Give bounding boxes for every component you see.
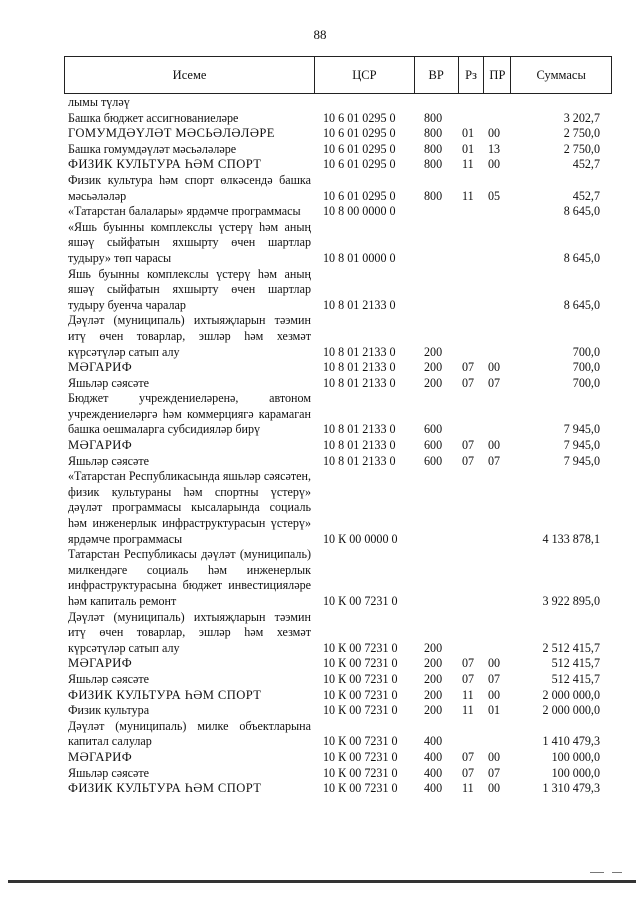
row-name: ФИЗИК КУЛЬТУРА ҺӘМ СПОРТ bbox=[68, 781, 262, 796]
row-rz: 01 bbox=[462, 141, 475, 156]
table-row bbox=[68, 220, 600, 267]
row-name: Дәүләт (муниципаль) ихтыяҗларын тәэмин итү өчен товарлар, эшләр һәм хезмәт күрсәтүләр сатып алу bbox=[68, 609, 311, 655]
row-csr: 10 К 00 7231 0 bbox=[323, 640, 398, 655]
row-csr: 10 8 00 0000 0 bbox=[323, 204, 396, 219]
table-row bbox=[68, 391, 600, 438]
row-pr: 00 bbox=[488, 126, 501, 141]
row-sum: 452,7 bbox=[572, 188, 600, 203]
row-rz: 11 bbox=[462, 703, 474, 718]
row-name: Дәүләт (муниципаль) милке объектларына капитал салулар bbox=[68, 718, 311, 749]
page-number: 88 bbox=[313, 27, 327, 42]
row-name: Физик культура һәм спорт өлкәсендә башка мәсьәләләр bbox=[68, 172, 311, 203]
table-row bbox=[68, 688, 600, 704]
row-rz: 07 bbox=[462, 749, 475, 764]
row-vr: 400 bbox=[424, 765, 443, 780]
scan-speck bbox=[612, 872, 622, 873]
row-rz: 07 bbox=[462, 360, 475, 375]
row-sum: 452,7 bbox=[572, 157, 600, 172]
header-sum: Суммасы bbox=[536, 67, 586, 82]
row-csr: 10 К 00 7231 0 bbox=[323, 734, 398, 749]
row-sum: 100 000,0 bbox=[551, 749, 600, 764]
table-row bbox=[68, 766, 600, 782]
header-vr: ВР bbox=[415, 57, 459, 93]
row-csr: 10 8 01 2133 0 bbox=[323, 360, 396, 375]
table-header bbox=[64, 56, 612, 94]
table-row bbox=[68, 781, 600, 797]
row-vr: 800 bbox=[424, 126, 443, 141]
row-csr: 10 К 00 7231 0 bbox=[323, 687, 398, 702]
row-pr: 00 bbox=[488, 656, 501, 671]
table-row bbox=[68, 719, 600, 750]
table-row bbox=[68, 703, 600, 719]
row-csr: 10 8 01 2133 0 bbox=[323, 375, 396, 390]
row-rz: 07 bbox=[462, 438, 475, 453]
row-csr: 10 6 01 0295 0 bbox=[323, 141, 396, 156]
row-sum: 8 645,0 bbox=[563, 297, 600, 312]
row-vr: 400 bbox=[424, 734, 443, 749]
row-vr: 800 bbox=[424, 157, 443, 172]
row-vr: 400 bbox=[424, 749, 443, 764]
table-body bbox=[68, 95, 600, 797]
row-pr: 01 bbox=[488, 703, 501, 718]
row-sum: 8 645,0 bbox=[563, 250, 600, 265]
header-pr: ПР bbox=[484, 57, 511, 93]
table-row bbox=[68, 438, 600, 454]
row-name: Яшьләр сәясәте bbox=[68, 375, 150, 390]
row-sum: 700,0 bbox=[572, 360, 600, 375]
table-row bbox=[68, 656, 600, 672]
row-rz: 11 bbox=[462, 781, 474, 796]
row-vr: 800 bbox=[424, 188, 443, 203]
row-pr: 07 bbox=[488, 671, 501, 686]
row-sum: 512 415,7 bbox=[551, 671, 600, 686]
row-name: «Яшь буынны комплекслы үстерү һәм аның яшәү сыйфатын яхшырту өчен шартлар тудыру» төп чарасы bbox=[68, 219, 311, 265]
row-vr: 800 bbox=[424, 110, 443, 125]
row-rz: 11 bbox=[462, 157, 474, 172]
table-row bbox=[68, 173, 600, 204]
row-csr: 10 К 00 7231 0 bbox=[323, 656, 398, 671]
row-name: Яшьләр сәясәте bbox=[68, 765, 150, 780]
row-name: Физик культура bbox=[68, 703, 150, 718]
row-csr: 10 8 01 2133 0 bbox=[323, 344, 396, 359]
row-name: МӘГАРИФ bbox=[68, 438, 133, 453]
row-rz: 07 bbox=[462, 453, 475, 468]
row-csr: 10 8 01 0000 0 bbox=[323, 250, 396, 265]
row-sum: 4 133 878,1 bbox=[542, 531, 600, 546]
row-csr: 10 К 00 7231 0 bbox=[323, 781, 398, 796]
row-vr: 200 bbox=[424, 671, 443, 686]
header-rz: Рз bbox=[459, 57, 485, 93]
row-name: МӘГАРИФ bbox=[68, 656, 133, 671]
table-row bbox=[68, 95, 600, 111]
table-row bbox=[68, 454, 600, 470]
row-sum: 512 415,7 bbox=[551, 656, 600, 671]
row-sum: 1 310 479,3 bbox=[542, 781, 600, 796]
row-name: лымы түләү bbox=[68, 95, 130, 109]
row-pr: 00 bbox=[488, 781, 501, 796]
row-sum: 7 945,0 bbox=[563, 422, 600, 437]
row-vr: 200 bbox=[424, 344, 443, 359]
row-pr: 07 bbox=[488, 765, 501, 780]
row-sum: 7 945,0 bbox=[563, 438, 600, 453]
table-row bbox=[68, 267, 600, 314]
row-rz: 07 bbox=[462, 671, 475, 686]
row-sum: 2 000 000,0 bbox=[542, 703, 600, 718]
table-row bbox=[68, 126, 600, 142]
row-csr: 10 К 00 7231 0 bbox=[323, 765, 398, 780]
table-row bbox=[68, 376, 600, 392]
row-name: Яшь буынны комплекслы үстерү һәм аның яшәү сыйфатын яхшырту өчен шартлар тудыру буенча чаралар bbox=[68, 266, 311, 312]
row-sum: 2 512 415,7 bbox=[542, 640, 600, 655]
row-rz: 11 bbox=[462, 188, 474, 203]
row-name: Башка гомумдәүләт мәсьәләләре bbox=[68, 141, 237, 156]
row-vr: 200 bbox=[424, 640, 443, 655]
row-csr: 10 6 01 0295 0 bbox=[323, 110, 396, 125]
row-name: Бюджет учреждениеләренә, автоном учреждениеләргә һәм коммерциягә карамаган башка оешмаларга субсидияләр бирү bbox=[68, 391, 311, 437]
scan-speck bbox=[590, 872, 604, 873]
page-bottom-rule bbox=[8, 880, 636, 883]
row-sum: 3 202,7 bbox=[563, 110, 600, 125]
header-name: Исеме bbox=[65, 57, 315, 93]
row-sum: 700,0 bbox=[572, 344, 600, 359]
row-csr: 10 К 00 0000 0 bbox=[323, 531, 398, 546]
row-sum: 2 750,0 bbox=[563, 141, 600, 156]
row-sum: 7 945,0 bbox=[563, 453, 600, 468]
table-row bbox=[68, 610, 600, 657]
table-row bbox=[68, 157, 600, 173]
row-pr: 00 bbox=[488, 749, 501, 764]
row-vr: 200 bbox=[424, 375, 443, 390]
row-name: Яшьләр сәясәте bbox=[68, 671, 150, 686]
table-row bbox=[68, 750, 600, 766]
row-vr: 200 bbox=[424, 703, 443, 718]
row-pr: 13 bbox=[488, 141, 501, 156]
row-sum: 2 750,0 bbox=[563, 126, 600, 141]
row-csr: 10 8 01 2133 0 bbox=[323, 453, 396, 468]
row-vr: 600 bbox=[424, 453, 443, 468]
row-csr: 10 8 01 2133 0 bbox=[323, 422, 396, 437]
row-rz: 11 bbox=[462, 687, 474, 702]
row-vr: 200 bbox=[424, 656, 443, 671]
row-sum: 100 000,0 bbox=[551, 765, 600, 780]
table-row bbox=[68, 547, 600, 609]
row-sum: 2 000 000,0 bbox=[542, 687, 600, 702]
row-vr: 800 bbox=[424, 141, 443, 156]
row-name: ФИЗИК КУЛЬТУРА ҺӘМ СПОРТ bbox=[68, 157, 262, 172]
row-vr: 200 bbox=[424, 687, 443, 702]
row-rz: 07 bbox=[462, 375, 475, 390]
row-name: Татарстан Республикасы дәүләт (муниципаль) милкендәге социаль һәм инженерлык инфраструктурасына бюджет инвестицияләре һәм капиталь ремонт bbox=[68, 547, 311, 608]
row-name: Башка бюджет ассигнованиеләре bbox=[68, 110, 239, 125]
row-csr: 10 К 00 7231 0 bbox=[323, 594, 398, 608]
row-pr: 07 bbox=[488, 453, 501, 468]
row-name: «Татарстан Республикасында яшьләр сәясәтен, физик культураны һәм спортны үстерү» дәүләт программасы кысаларында социаль һәм инженерлык инфраструктурасын үстерү» ярдәмче программасы bbox=[68, 469, 311, 546]
row-rz: 07 bbox=[462, 765, 475, 780]
row-sum: 8 645,0 bbox=[563, 204, 600, 219]
row-vr: 600 bbox=[424, 422, 443, 437]
table-row bbox=[68, 142, 600, 158]
row-vr: 400 bbox=[424, 781, 443, 796]
table-row bbox=[68, 469, 600, 547]
row-pr: 07 bbox=[488, 375, 501, 390]
row-vr: 200 bbox=[424, 360, 443, 375]
row-rz: 07 bbox=[462, 656, 475, 671]
row-csr: 10 8 01 2133 0 bbox=[323, 297, 396, 312]
row-pr: 00 bbox=[488, 687, 501, 702]
row-rz: 01 bbox=[462, 126, 475, 141]
row-name: ФИЗИК КУЛЬТУРА ҺӘМ СПОРТ bbox=[68, 687, 262, 702]
row-csr: 10 К 00 7231 0 bbox=[323, 703, 398, 718]
row-sum: 700,0 bbox=[572, 375, 600, 390]
row-vr: 600 bbox=[424, 438, 443, 453]
table-row bbox=[68, 313, 600, 360]
table-row bbox=[68, 204, 600, 220]
row-pr: 05 bbox=[488, 188, 501, 203]
row-pr: 00 bbox=[488, 157, 501, 172]
row-sum: 3 922 895,0 bbox=[542, 594, 600, 608]
table-row bbox=[68, 111, 600, 127]
header-csr: ЦСР bbox=[315, 57, 415, 93]
row-csr: 10 6 01 0295 0 bbox=[323, 157, 396, 172]
row-name: ГОМУМДӘҮЛӘТ МӘСЬӘЛӘЛӘРЕ bbox=[68, 126, 275, 141]
row-name: Яшьләр сәясәте bbox=[68, 453, 150, 468]
row-name: Дәүләт (муниципаль) ихтыяҗларын тәэмин итү өчен товарлар, эшләр һәм хезмәт күрсәтүләр сатып алу bbox=[68, 313, 311, 359]
row-name: «Татарстан балалары» ярдәмче программасы bbox=[68, 204, 301, 219]
table-row bbox=[68, 360, 600, 376]
row-pr: 00 bbox=[488, 438, 501, 453]
row-name: МӘГАРИФ bbox=[68, 749, 133, 764]
row-csr: 10 8 01 2133 0 bbox=[323, 438, 396, 453]
row-csr: 10 6 01 0295 0 bbox=[323, 126, 396, 141]
row-pr: 00 bbox=[488, 360, 501, 375]
row-sum: 1 410 479,3 bbox=[542, 734, 600, 749]
row-csr: 10 К 00 7231 0 bbox=[323, 749, 398, 764]
table-row bbox=[68, 672, 600, 688]
row-name: МӘГАРИФ bbox=[68, 360, 133, 375]
row-csr: 10 6 01 0295 0 bbox=[323, 188, 396, 203]
row-csr: 10 К 00 7231 0 bbox=[323, 671, 398, 686]
